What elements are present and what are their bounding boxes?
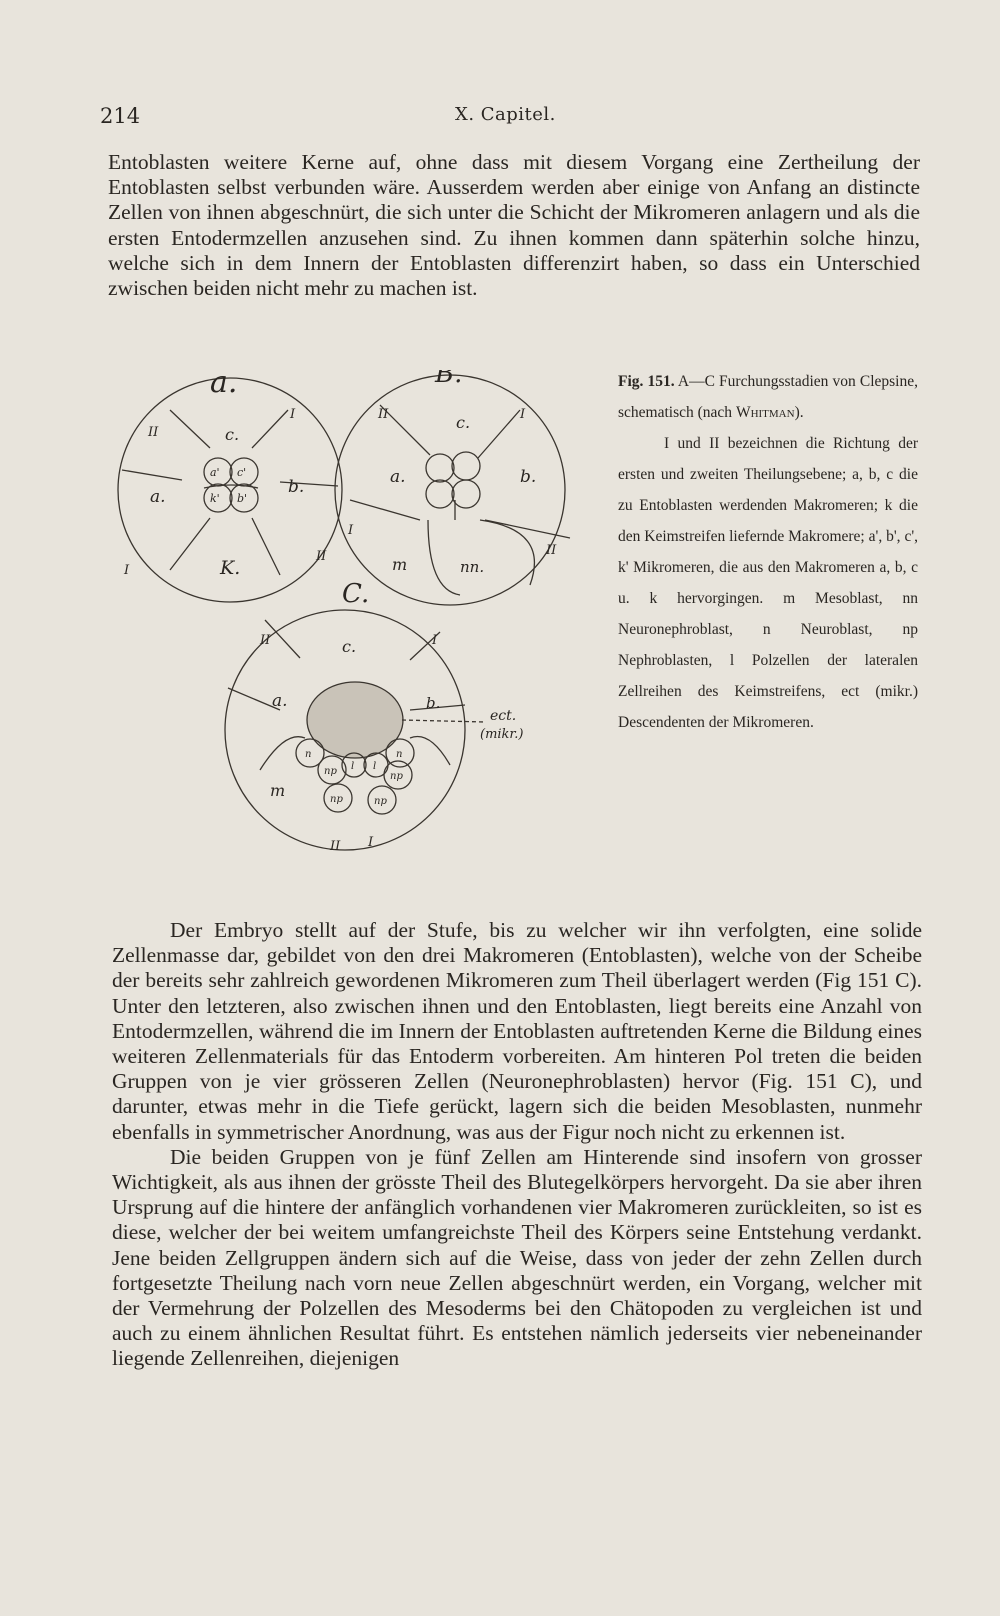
label-c-mikr: (mikr.) <box>480 727 524 742</box>
figure-151-drawing <box>110 370 590 880</box>
label-a-b: b. <box>288 477 305 497</box>
caption-body: I und II bezeichnen die Richtung der ersten und zweiten Theilungsebene; a, b, c die zu Entoblasten werdenden Makromeren; k die den Keimstreifen liefernde Makromere; a', b', c', k' Mikromeren, die aus den Makromeren a, b, c u. k hervorgingen. m Mesoblast, nn Neuronephroblast, n Neuroblast, np Nephroblasten, l Polzellen der lateralen Zellreihen des Keimstreifens, ect (mikr.) Descendenten der Mikromeren. <box>618 435 918 731</box>
page-number: 214 <box>100 104 141 128</box>
label-c-np-right: np <box>390 771 403 782</box>
label-b-nn: nn. <box>460 558 485 576</box>
label-stage-a: a. <box>210 370 238 400</box>
figure-caption <box>618 366 918 738</box>
label-a-bp: b' <box>237 492 248 505</box>
label-c-a: a. <box>272 691 288 711</box>
running-head: X. Capitel. <box>455 104 556 125</box>
b-cell-bp <box>452 480 480 508</box>
label-c-np-lower-right: np <box>374 796 387 807</box>
paragraph-continued <box>108 150 920 301</box>
label-a-I-left: I <box>124 563 130 578</box>
b-cell-cp <box>452 452 480 480</box>
label-c-l-left: l <box>351 761 355 772</box>
label-b-II: II <box>378 407 389 422</box>
label-b-a: a. <box>390 467 406 487</box>
label-c-I-bottom: I <box>368 835 374 850</box>
label-a-a: a. <box>150 487 166 507</box>
paragraph-1: Entoblasten weitere Kerne auf, ohne dass mit diesem Vorgang eine Zertheilung der Entoblasten selbst verbunden wäre. Ausserdem werden aber einige von Anfang an distincte Zellen von ihnen abgeschnürt, die sich unter die Schicht der Mikromeren anlagern und als die ersten Entodermzellen anzusehen sind. Zu ihnen kommen dann späterhin solche hinzu, welche sich in dem Innern der Entoblasten differenzirt haben, so dass ein Unterschied zwischen beiden nicht mehr zu machen ist. <box>108 150 920 301</box>
label-a-II: II <box>148 425 159 440</box>
label-c-np-left: np <box>324 766 337 777</box>
label-a-k: K. <box>220 557 241 579</box>
label-c-np-lower-left: np <box>330 794 343 805</box>
main-text <box>112 918 922 1372</box>
label-stage-b: B. <box>435 370 463 389</box>
label-stage-c: C. <box>342 579 370 609</box>
label-b-c: c. <box>456 413 471 432</box>
stage-b-outline <box>335 375 565 605</box>
label-a-II-bottom: II <box>316 549 327 564</box>
label-b-b: b. <box>520 467 537 487</box>
caption-author: Whitman <box>735 404 795 421</box>
label-a-I-top: I <box>290 407 296 422</box>
label-c-I-top: I <box>432 633 438 648</box>
label-a-ap: a' <box>210 466 220 479</box>
label-c-c: c. <box>342 637 357 656</box>
figure-151 <box>110 370 590 880</box>
b-cell-ap <box>426 454 454 482</box>
label-b-m: m <box>392 555 408 574</box>
figure-number: Fig. 151. <box>618 373 675 390</box>
label-b-II-right: II <box>546 543 557 558</box>
label-a-c: c. <box>225 425 240 444</box>
paragraph-3: Die beiden Gruppen von je fünf Zellen am Hinterende sind insofern von grosser Wichtigkeit, als aus ihnen der grösste Theil des Blutegelkörpers hervorgeht. Da sie aber ihren Ursprung auf die hintere der anfänglich vorhandenen vier Makromeren zurückleiten, so ist es diese, welcher der bei weitem umfangreichste Theil des Körpers seine Entstehung verdankt. Jene beiden Zellgruppen ändern sich auf die Weise, dass von jeder der zehn Zellen durch fortgesetzte Theilung nach vorn neue Zellen abgeschnürt werden, ein Vorgang, welcher mit der Vermehrung der Polzellen des Mesoderms bei den Chätopoden zu vergleichen ist und auch zu einem ähnlichen Resultat führt. Es entstehen nämlich jederseits vier nebeneinander liegende Zellenreihen, diejenigen <box>112 1144 922 1371</box>
label-a-kp: k' <box>210 492 220 505</box>
caption-title-end: ). <box>794 404 804 421</box>
b-cell-kp <box>426 480 454 508</box>
label-c-n-left: n <box>305 749 312 760</box>
label-c-l-right: l <box>373 761 377 772</box>
stage-b <box>335 375 570 605</box>
label-c-II-top: II <box>260 633 271 648</box>
label-b-I: I <box>520 407 526 422</box>
label-a-cp: c' <box>237 466 247 479</box>
paragraph-2: Der Embryo stellt auf der Stufe, bis zu welcher wir ihn verfolgten, eine solide Zellenmasse dar, gebildet von den drei Makromeren (Entoblasten), welche von der Scheibe der bereits sehr zahlreich gewordenen Mikromeren zum Theil überlagert werden (Fig 151 C). Unter den letzteren, also zwischen ihnen und den Entoblasten, liegt bereits eine Anzahl von Entodermzellen, während die im Innern der Entoblasten auftretenden Kerne die Bildung eines weiteren Zellenmaterials für das Entoderm vorbereiten. Am hinteren Pol treten die beiden Gruppen von je vier grösseren Zellen (Neuronephroblasten) hervor (Fig. 151 C), und darunter, etwas mehr in die Tiefe gerückt, lagern sich die beiden Mesoblasten, nunmehr ebenfalls in symmetrischer Anordnung, was aus der Figur noch nicht zu erkennen ist. <box>112 918 922 1144</box>
label-c-n-right: n <box>396 749 403 760</box>
label-c-m: m <box>270 781 286 800</box>
micromere-disc <box>307 682 403 758</box>
caption-title: A—C Furchungsstadien von Clepsine, schematisch (nach <box>618 373 918 421</box>
label-c-b: b. <box>426 694 441 712</box>
label-c-II-bottom: II <box>330 839 341 854</box>
label-c-ect: ect. <box>490 708 517 724</box>
ect-pointer <box>402 720 485 722</box>
label-b-I-left: I <box>348 523 354 538</box>
page-header <box>100 104 920 134</box>
